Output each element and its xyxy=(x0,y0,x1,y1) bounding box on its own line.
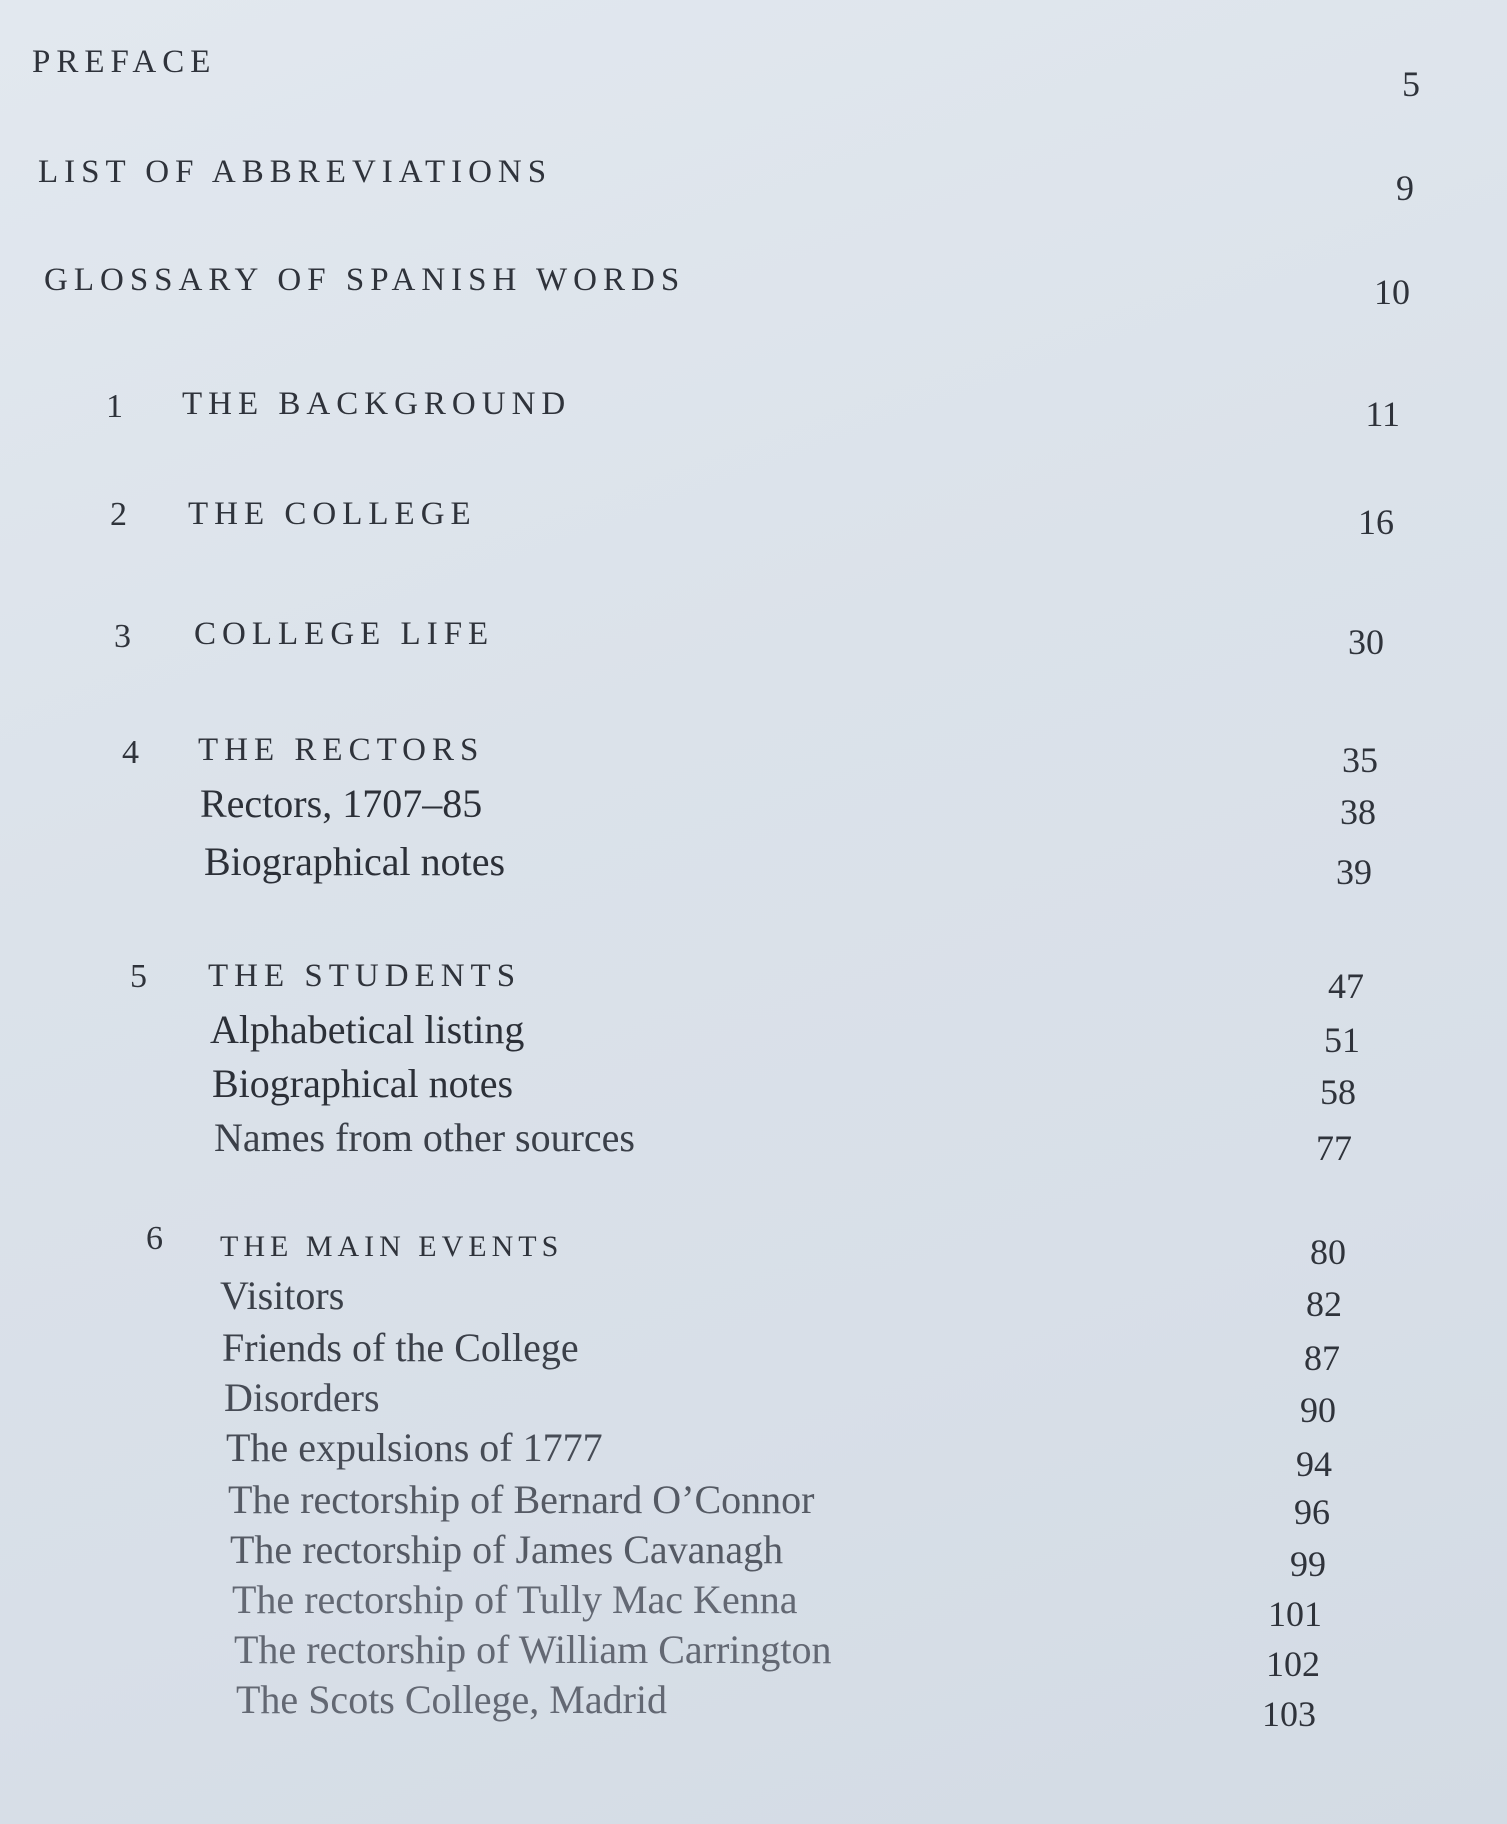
chapter-5-section-1-title: Alphabetical listing xyxy=(210,1007,525,1052)
chapter-6-title: THE MAIN EVENTS xyxy=(220,1230,564,1263)
chapter-3-page: 30 xyxy=(1348,622,1384,662)
chapter-6-section-4-page: 94 xyxy=(1296,1444,1332,1484)
chapter-2-title: THE COLLEGE xyxy=(188,496,477,532)
chapter-6-section-9-page: 103 xyxy=(1262,1694,1316,1734)
chapter-6-page: 80 xyxy=(1310,1232,1346,1272)
chapter-6-section-3-title: Disorders xyxy=(224,1375,380,1420)
chapter-6-section-3-page: 90 xyxy=(1300,1390,1336,1430)
chapter-4-section-2-page: 39 xyxy=(1336,852,1372,892)
toc-preface-page: 5 xyxy=(1402,64,1420,104)
chapter-5-number: 5 xyxy=(130,958,147,995)
toc-preface-title: PREFACE xyxy=(32,44,217,80)
chapter-3-title: COLLEGE LIFE xyxy=(194,616,495,652)
chapter-4-title: THE RECTORS xyxy=(198,732,485,768)
chapter-4-number: 4 xyxy=(122,734,139,771)
chapter-6-section-7-page: 101 xyxy=(1268,1594,1322,1634)
chapter-2-page: 16 xyxy=(1358,502,1394,542)
chapter-5-section-2-title: Biographical notes xyxy=(212,1061,514,1106)
chapter-6-section-1-title: Visitors xyxy=(220,1273,345,1318)
chapter-5-section-3-page: 77 xyxy=(1316,1128,1352,1168)
chapter-5-page: 47 xyxy=(1328,966,1364,1006)
chapter-6-section-5-title: The rectorship of Bernard O’Connor xyxy=(228,1477,815,1522)
chapter-4-section-1-title: Rectors, 1707–85 xyxy=(200,781,483,826)
chapter-6-section-9-title: The Scots College, Madrid xyxy=(236,1677,668,1722)
chapter-6-section-2-page: 87 xyxy=(1304,1338,1340,1378)
chapter-3-number: 3 xyxy=(114,618,131,655)
chapter-5-section-1-page: 51 xyxy=(1324,1020,1360,1060)
chapter-6-section-5-page: 96 xyxy=(1294,1492,1330,1532)
chapter-5-section-2-page: 58 xyxy=(1320,1072,1356,1112)
chapter-2-number: 2 xyxy=(110,496,127,533)
chapter-1-title: THE BACKGROUND xyxy=(182,386,572,422)
toc-glossary-page: 10 xyxy=(1374,272,1410,312)
chapter-1-number: 1 xyxy=(106,388,123,425)
toc-abbreviations-title: LIST OF ABBREVIATIONS xyxy=(38,154,553,190)
toc-abbreviations-page: 9 xyxy=(1396,168,1414,208)
chapter-6-section-6-page: 99 xyxy=(1290,1544,1326,1584)
chapter-6-section-7-title: The rectorship of Tully Mac Kenna xyxy=(232,1577,798,1622)
chapter-6-section-6-title: The rectorship of James Cavanagh xyxy=(230,1527,784,1572)
chapter-6-section-1-page: 82 xyxy=(1306,1284,1342,1324)
chapter-4-page: 35 xyxy=(1342,740,1378,780)
chapter-4-section-1-page: 38 xyxy=(1340,792,1376,832)
chapter-1-page: 11 xyxy=(1365,394,1400,434)
chapter-6-section-8-page: 102 xyxy=(1266,1644,1320,1684)
chapter-5-title: THE STUDENTS xyxy=(208,958,522,994)
chapter-6-section-4-title: The expulsions of 1777 xyxy=(226,1425,603,1470)
chapter-6-section-2-title: Friends of the College xyxy=(222,1325,579,1370)
chapter-6-section-8-title: The rectorship of William Carrington xyxy=(234,1627,832,1672)
toc-glossary-title: GLOSSARY OF SPANISH WORDS xyxy=(44,262,686,298)
chapter-5-section-3-title: Names from other sources xyxy=(214,1115,635,1160)
chapter-6-number: 6 xyxy=(146,1220,163,1257)
chapter-4-section-2-title: Biographical notes xyxy=(204,839,506,884)
